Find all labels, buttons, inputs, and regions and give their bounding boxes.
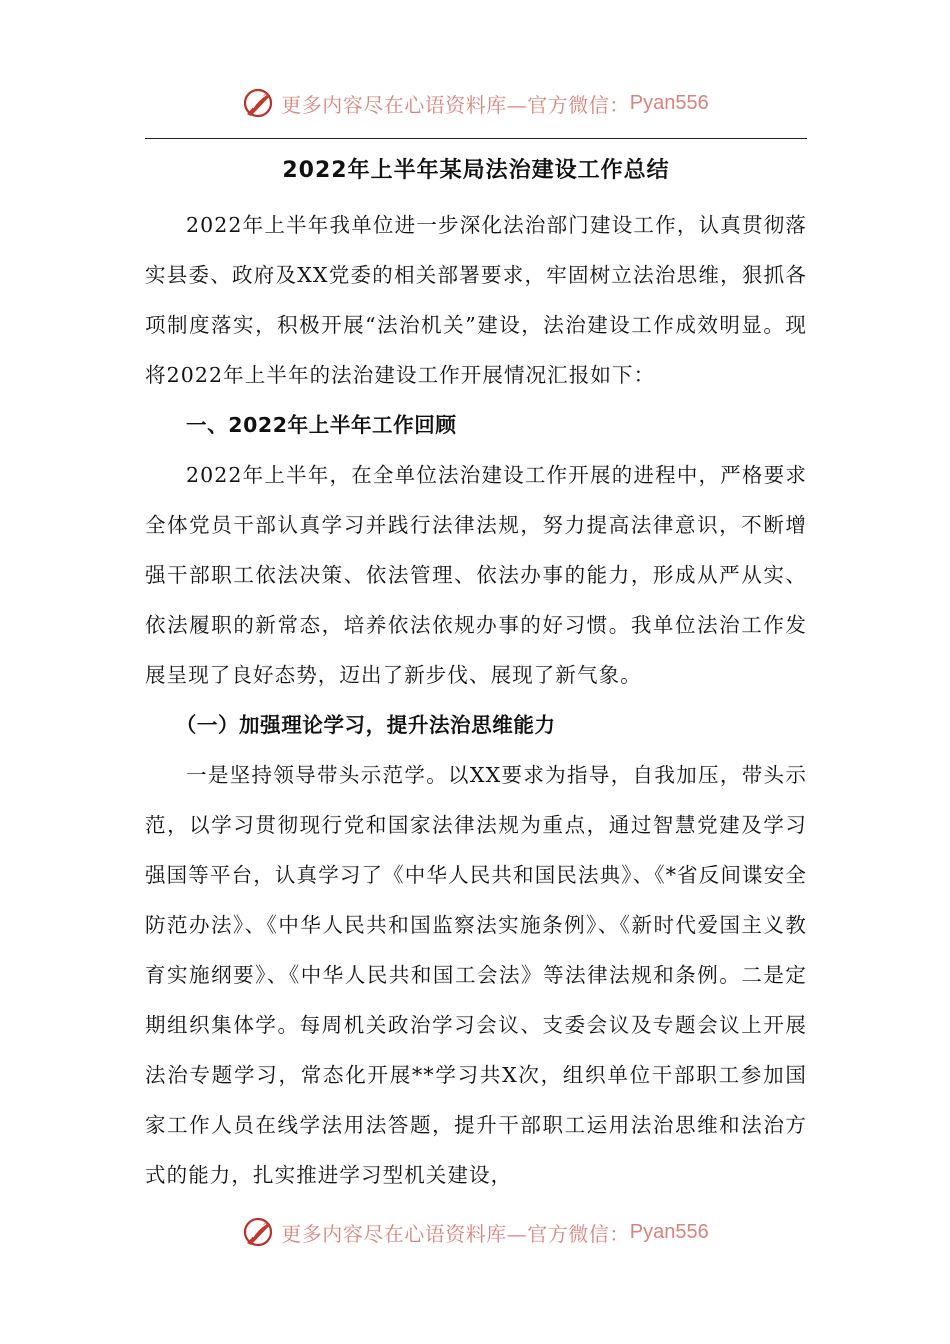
subsection-heading: （一）加强理论学习，提升法治思维能力 bbox=[175, 713, 556, 737]
header-divider bbox=[145, 138, 807, 139]
page-title: 2022年上半年某局法治建设工作总结 bbox=[282, 158, 670, 183]
watermark-text: 更多内容尽在心语资料库—官方微信： bbox=[281, 92, 630, 117]
subsection-paragraph: 一是坚持领导带头示范学。以XX要求为指导，自我加压，带头示范，以学习贯彻现行党和国家法律法规为重点，通过智慧党建及学习强国等平台，认真学习了《中华人民共和国民法典》、《*省反间谍安全防范办法》、《中华人民共和国监察法实施条例》、《新时代爱国主义教育实施纲要》、《中华人民共和国工会法》等法律法规和条例。二是定期组织集体学。每周机关政治学习会议、支委会议及专题会议上开展法治专题学习，常态化开展**学习共X次，组织单位干部职工参加国家工作人员在线学法用法答题，提升干部职工运用法治思维和法治方式的能力，扎实推进学习型机关建设， bbox=[145, 763, 807, 1187]
pen-logo-icon bbox=[241, 86, 275, 120]
footer-watermark bbox=[0, 1212, 950, 1252]
intro-paragraph: 2022年上半年我单位进一步深化法治部门建设工作，认真贯彻落实县委、政府及XX党委的相关部署要求，牢固树立法治思维，狠抓各项制度落实，积极开展“法治机关”建设，法治建设工作成效明显。现将2022年上半年的法治建设工作开展情况汇报如下： bbox=[145, 213, 807, 387]
pen-logo-icon bbox=[241, 1215, 275, 1249]
section-paragraph: 2022年上半年，在全单位法治建设工作开展的进程中，严格要求全体党员干部认真学习并践行法律法规，努力提高法律意识，不断增强干部职工依法决策、依法管理、依法办事的能力，形成从严从实、依法履职的新常态，培养依法依规办事的好习惯。我单位法治工作发展呈现了良好态势，迈出了新步伐、展现了新气象。 bbox=[145, 463, 807, 687]
header-watermark bbox=[0, 83, 950, 123]
watermark-wechat-id: Pyan556 bbox=[629, 91, 709, 114]
document-body bbox=[145, 200, 807, 1200]
section-heading: 一、2022年上半年工作回顾 bbox=[186, 413, 457, 437]
watermark-text: 更多内容尽在心语资料库—官方微信： bbox=[281, 1221, 630, 1246]
watermark-wechat-id: Pyan556 bbox=[629, 1220, 709, 1243]
